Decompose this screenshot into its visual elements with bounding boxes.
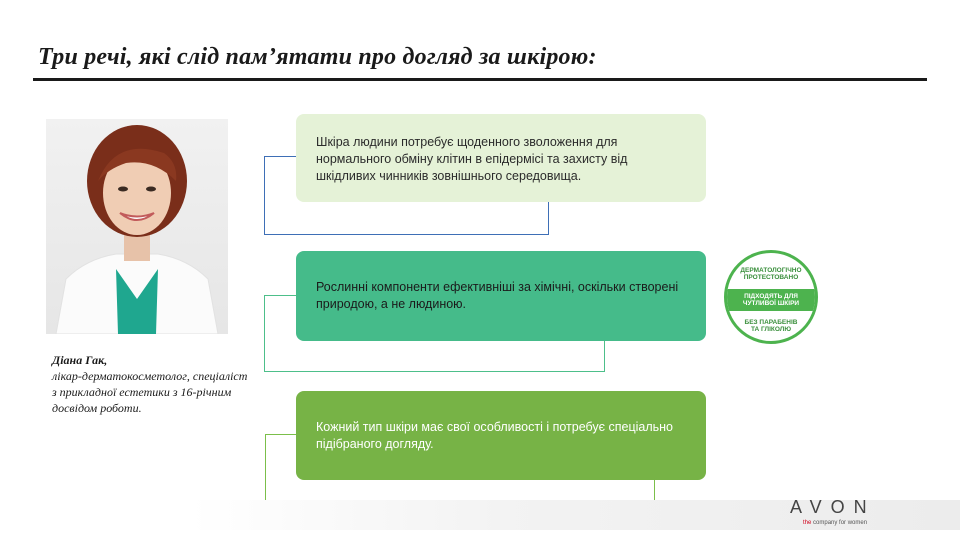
- point-text-1: Шкіра людини потребує щоденного зволоження для нормального обміну клітин в епідермісі та захисту від шкідливих чинників зовнішнього середовища.: [316, 135, 628, 183]
- dermatology-badge: [724, 250, 818, 344]
- tagline-prefix: the: [803, 520, 812, 526]
- expert-description: лікар-дерматокосметолог, спеціаліст з прикладної естетики з 16-річним досвідом роботи.: [52, 369, 248, 415]
- expert-caption: [52, 352, 252, 416]
- badge-line-6: ТА ГЛІКОЛЮ: [750, 326, 792, 333]
- logo-tagline: [803, 520, 890, 526]
- logo-wordmark: AVON: [790, 497, 876, 517]
- tagline-rest: company for women: [813, 520, 868, 526]
- slide-title: Три речі, які слід пам’ятати про догляд за шкірою:: [38, 44, 597, 70]
- expert-photo: [46, 119, 228, 334]
- badge-line-4: ЧУТЛИВОЇ ШКІРИ: [742, 300, 800, 307]
- point-text-2: Рослинні компоненти ефективніші за хімічні, оскільки створені природою, а не людиною.: [316, 280, 679, 311]
- connector-2-top: [264, 295, 296, 296]
- badge-line-2: ПРОТЕСТОВАНО: [743, 274, 799, 281]
- badge-line-1: ДЕРМАТОЛОГІЧНО: [740, 267, 802, 274]
- title-divider: [33, 78, 927, 81]
- badge-line-5: БЕЗ ПАРАБЕНІВ: [744, 319, 798, 326]
- point-text-3: Кожний тип шкіри має свої особливості і потребує спеціально підібраного догляду.: [316, 420, 674, 451]
- expert-name: Діана Гак,: [52, 353, 108, 367]
- point-box-2: [296, 251, 706, 341]
- connector-3-top: [265, 434, 297, 435]
- badge-line-3: ПІДХОДЯТЬ ДЛЯ: [744, 293, 798, 300]
- point-box-3: [296, 391, 706, 480]
- connector-1-top: [264, 156, 296, 157]
- avon-logo: [790, 497, 890, 526]
- point-box-1: [296, 114, 706, 202]
